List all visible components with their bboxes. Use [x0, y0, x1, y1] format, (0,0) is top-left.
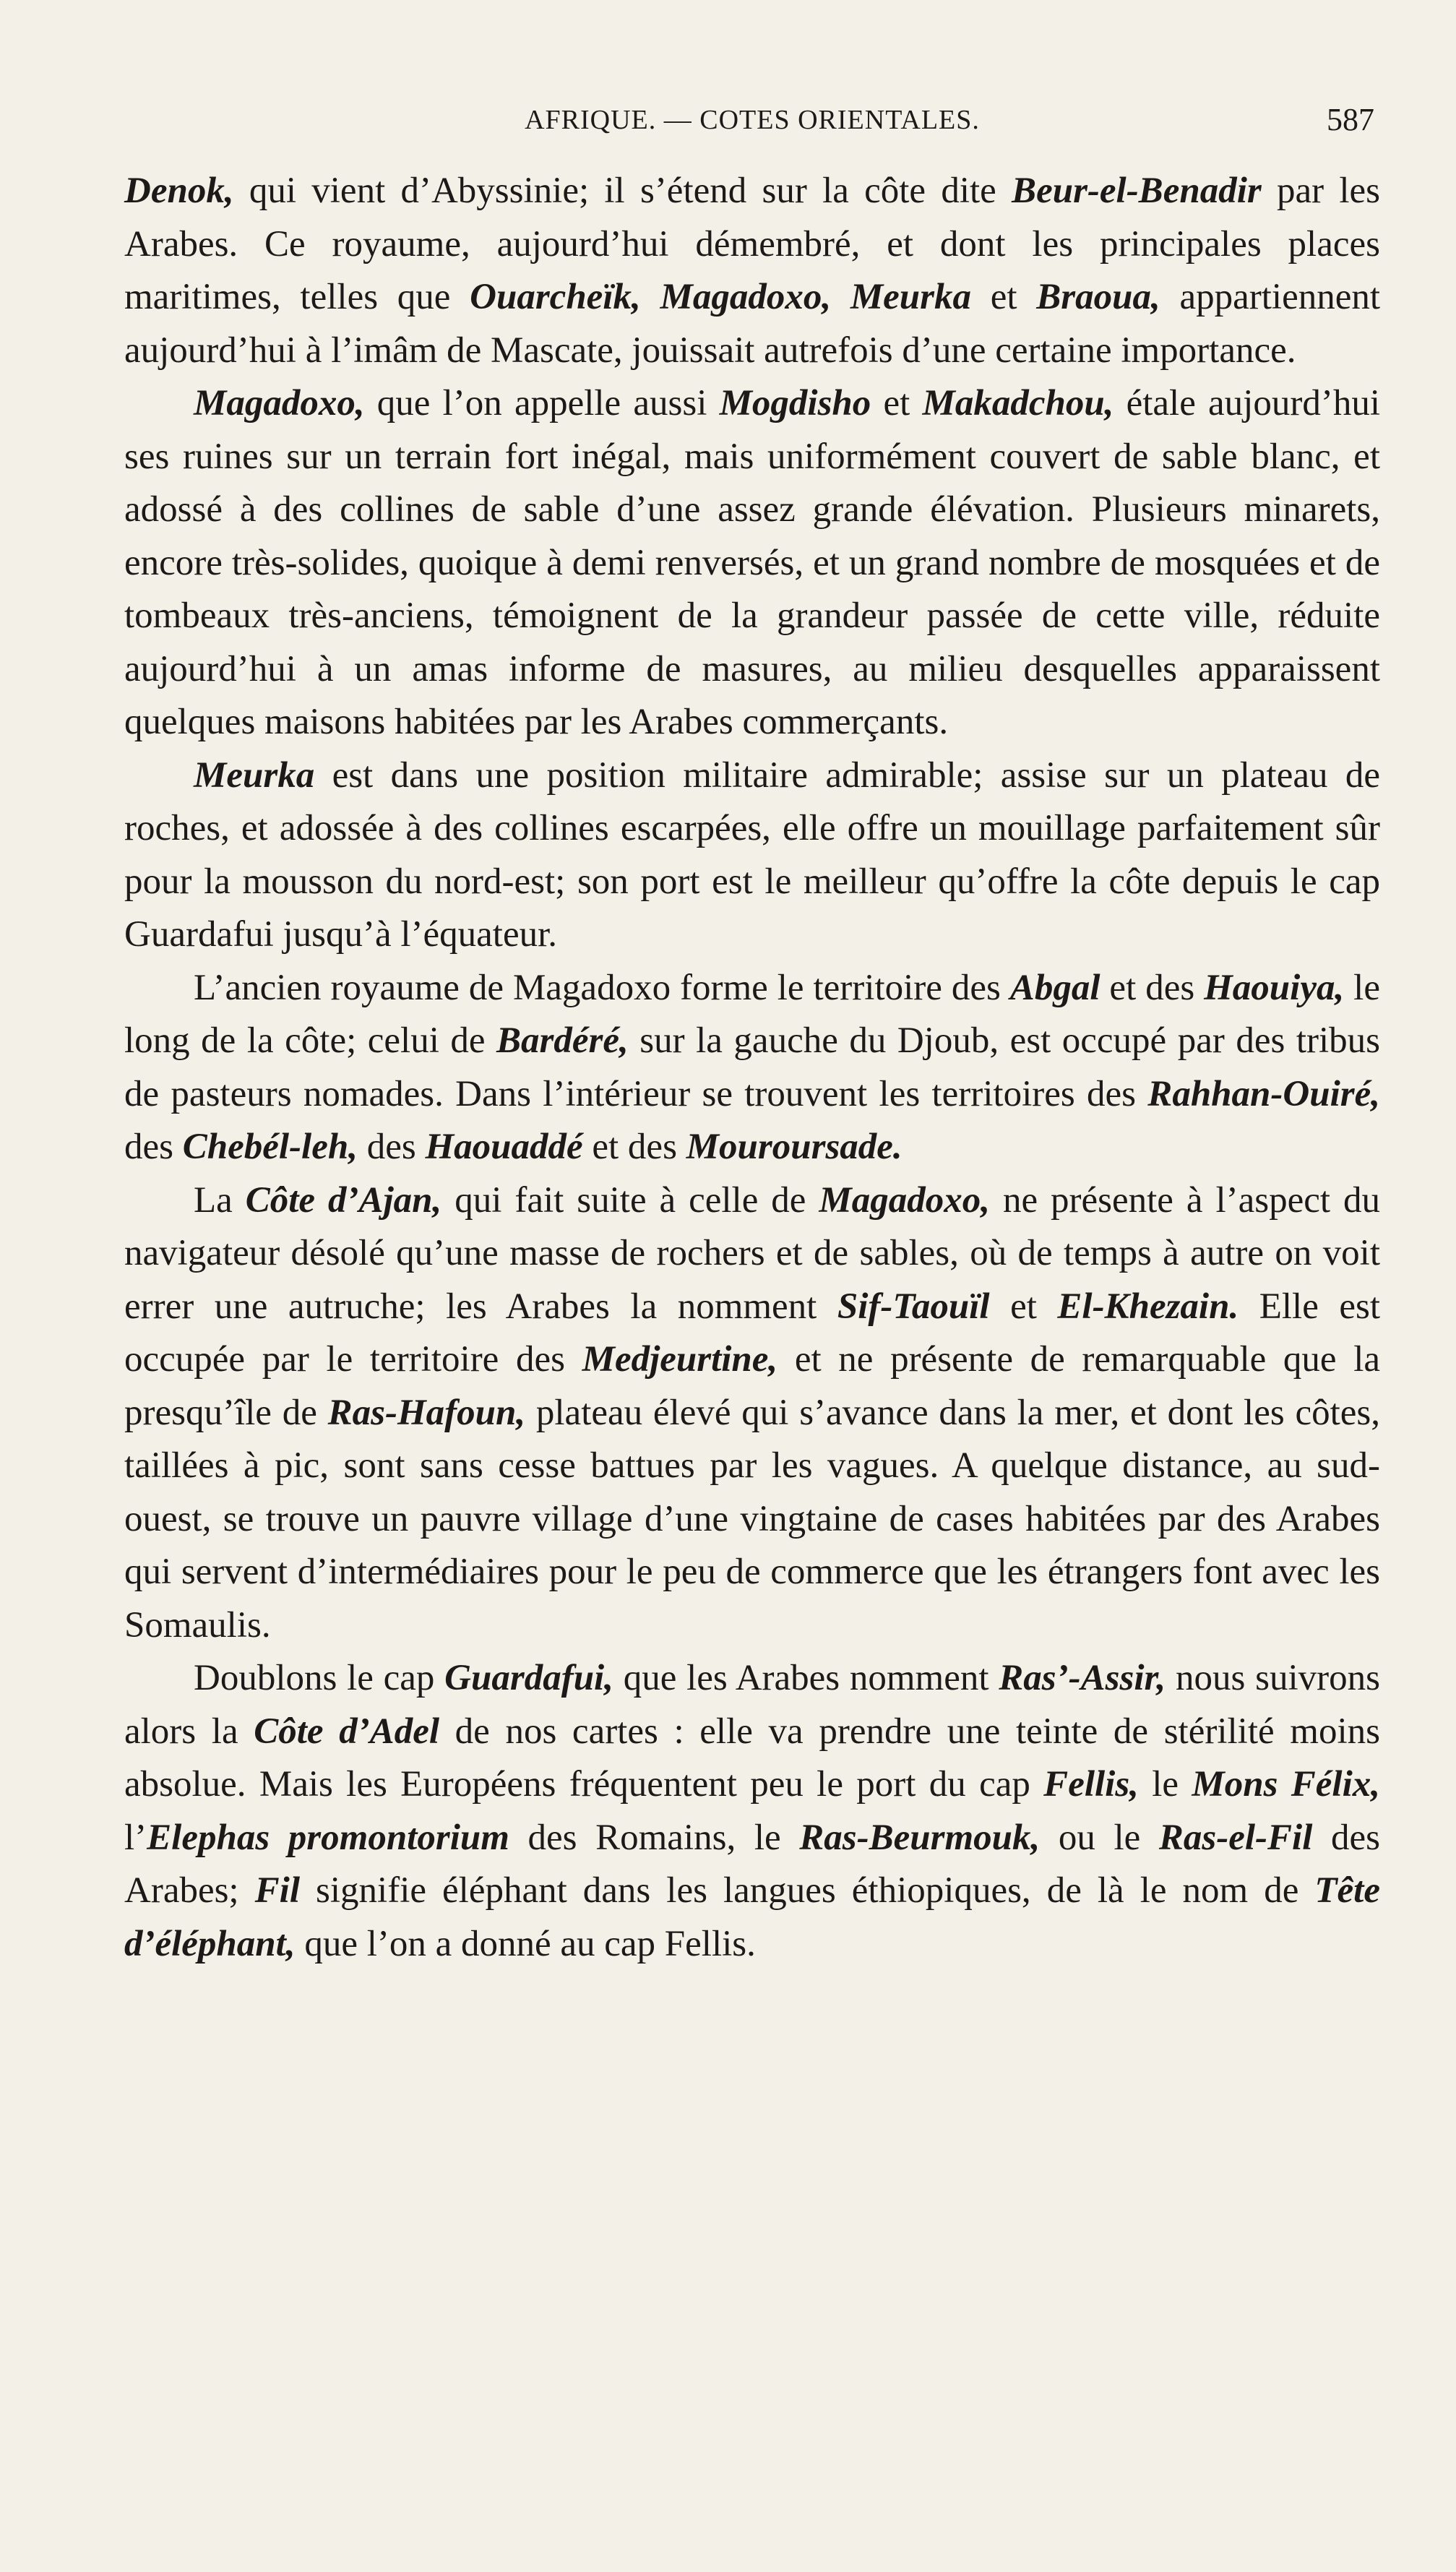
text-run: étale aujourd’hui ses ruines sur un terrain fort inégal, mais uniformément couvert de sable blanc, et adossé à des collines de sable d’une assez grande élévation. Plusieurs minarets, encore très-solides, quoique à demi renversés, et un grand nombre de mosquées et de tombeaux très-anciens, témoignent de la grandeur passée de cette ville, réduite aujourd’hui à un amas informe de masures, au milieu desquelles apparaissent quelques maisons habitées par les Arabes commerçants. [124, 383, 1380, 742]
text-run: le [1138, 1764, 1192, 1805]
text-run: des Arabes; [124, 1817, 1381, 1911]
text-run: des [357, 1127, 426, 1167]
text-run: et [871, 383, 923, 423]
italic-term: Rahhan-Ouiré, [1147, 1073, 1380, 1114]
text-run: ne présente à l’aspect du navigateur désolé qu’une masse de rochers et de sables, où de temps à autre on voit errer une autruche; les Arabes la nomment [124, 1179, 1380, 1327]
italic-term: Tête d’éléphant, [124, 1870, 1380, 1964]
text-run: La [194, 1179, 246, 1221]
text-run: de nos cartes : elle va prendre une teinte de stérilité moins absolue. Mais les Européens fréquentent peu le port du cap [124, 1711, 1380, 1805]
text-run: et des [1100, 967, 1205, 1008]
text-run: que les Arabes nomment [613, 1658, 999, 1698]
text-run: par les Arabes. Ce royaume, aujourd’hui démembré, et dont les principales places maritimes, telles que [124, 171, 1380, 317]
italic-term: Abgal [1009, 967, 1100, 1008]
text-run: et ne présente de remarquable que la presqu’île de [124, 1339, 1380, 1433]
text-run: qui fait suite à celle de [441, 1179, 819, 1221]
text-run: que l’on a donné au cap Fellis. [295, 1923, 756, 1964]
text-run: signifie éléphant dans les langues éthiopiques, de là le nom de [300, 1870, 1315, 1911]
italic-term: Magadoxo, [819, 1179, 990, 1221]
italic-term: Chebél-leh, [182, 1127, 358, 1167]
italic-term: Magadoxo, [660, 277, 832, 317]
italic-term: Meurka [850, 277, 972, 317]
italic-term: Denok, [124, 171, 234, 211]
text-run: est dans une position militaire admirable; assise sur un plateau de roches, et adossée à des collines escarpées, elle offre un mouillage parfaitement sûr pour la mousson du nord-est; son port est le meilleur qu’offre la côte depuis le cap Guardafui jusqu’à l’équateur. [124, 754, 1380, 955]
italic-term: Fellis, [1043, 1764, 1139, 1805]
italic-term: Mons Félix, [1192, 1764, 1380, 1805]
italic-term: Elephas promontorium [147, 1817, 509, 1858]
text-run [831, 277, 850, 317]
text-run: nous suivrons alors la [124, 1658, 1380, 1752]
text-run: ou le [1040, 1817, 1159, 1858]
text-run: et [989, 1286, 1058, 1327]
text-run: et des [582, 1127, 686, 1167]
italic-term: Guardafui, [444, 1658, 613, 1698]
text-run: appartiennent aujourd’hui à l’imâm de Mascate, jouissait autrefois d’une certaine importance. [124, 277, 1381, 371]
text-run: sur la gauche du Djoub, est occupé par des tribus de pasteurs nomades. Dans l’intérieur se trouvent les territoires des [124, 1020, 1380, 1114]
text-run: que l’on appelle aussi [364, 383, 720, 423]
body-text [124, 165, 1380, 1971]
italic-term: Côte d’Ajan, [245, 1179, 442, 1221]
italic-term: Haouiya, [1204, 967, 1345, 1008]
paragraph-5 [124, 1174, 1380, 1653]
paragraph-4 [124, 962, 1380, 1174]
text-run: L’ancien royaume de Magadoxo forme le territoire des [194, 967, 1010, 1008]
italic-term: Ras-Beurmouk, [799, 1817, 1041, 1858]
running-head [124, 98, 1380, 142]
italic-term: Braoua, [1036, 277, 1160, 317]
italic-term: Beur-el-Benadir [1012, 171, 1262, 211]
italic-term: Ras-el-Fil [1158, 1817, 1313, 1858]
text-run: l’ [124, 1817, 147, 1858]
italic-term: Ras’-Assir, [999, 1658, 1166, 1698]
italic-term: Bardéré, [496, 1020, 629, 1061]
paragraph-3 [124, 749, 1380, 962]
text-run: Elle est occupée par le territoire des [124, 1286, 1381, 1380]
italic-term: Fil [254, 1870, 300, 1911]
text-run [641, 277, 660, 317]
text-run: des Romains, le [509, 1817, 800, 1858]
text-run: des [124, 1127, 183, 1167]
text-run: le long de la côte; celui de [124, 967, 1380, 1061]
italic-term: Mogdisho [719, 383, 871, 423]
page-number: 587 [1327, 102, 1374, 137]
text-run: Doublons le cap [194, 1658, 445, 1698]
italic-term: Ouarcheïk, [470, 277, 641, 317]
text-run: et [971, 277, 1037, 317]
italic-term: Medjeurtine, [582, 1339, 778, 1380]
paragraph-1 [124, 165, 1380, 377]
italic-term: Ras-Hafoun, [327, 1392, 526, 1433]
italic-term: Sif-Taouïl [837, 1286, 990, 1327]
italic-term: Meurka [194, 754, 315, 796]
paragraph-2 [124, 377, 1380, 749]
italic-term: Magadoxo, [194, 383, 365, 423]
text-run: qui vient d’Abyssinie; il s’étend sur la côte dite [233, 171, 1012, 211]
italic-term: Mouroursade. [686, 1127, 903, 1167]
paragraph-6 [124, 1652, 1380, 1971]
text-run: plateau élevé qui s’avance dans la mer, et dont les côtes, taillées à pic, sont sans cesse battues par les vagues. A quelque distance, au sud-ouest, se trouve un pauvre village d’une vingtaine de cases habitées par des Arabes qui servent d’intermédiaires pour le peu de commerce que les étrangers font avec les Somaulis. [124, 1392, 1381, 1646]
italic-term: Makadchou, [922, 383, 1114, 423]
italic-term: Haouaddé [425, 1127, 583, 1167]
italic-term: Côte d’Adel [254, 1711, 440, 1752]
italic-term: El-Khezain. [1057, 1286, 1239, 1327]
running-title: AFRIQUE. — COTES ORIENTALES. [525, 105, 980, 135]
